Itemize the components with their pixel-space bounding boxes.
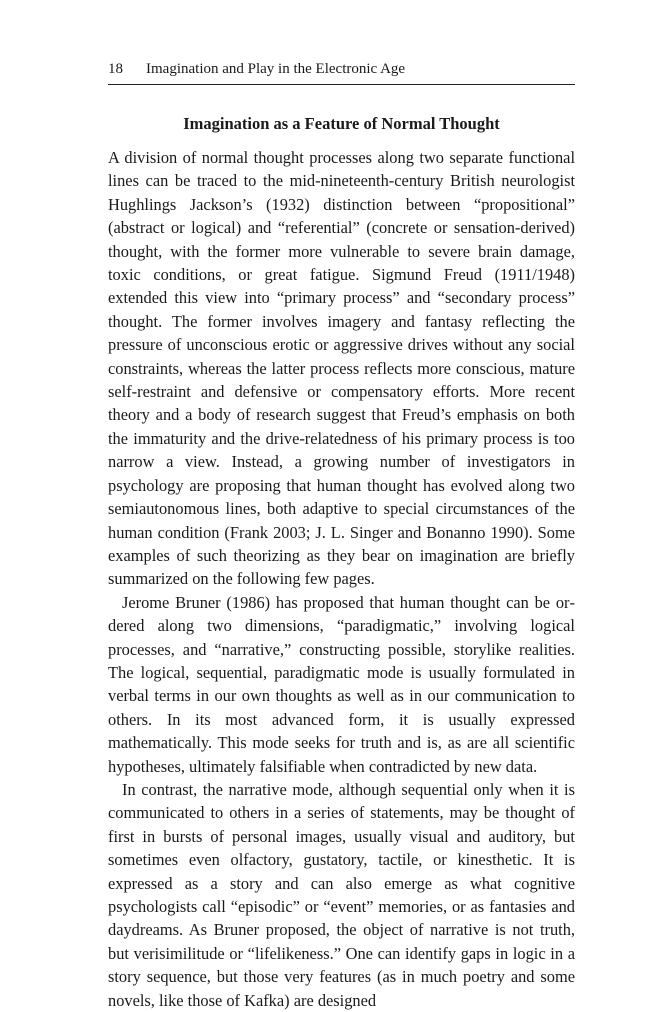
section-heading: Imagination as a Feature of Normal Thought bbox=[183, 114, 500, 133]
running-header bbox=[108, 58, 575, 85]
paragraph: A division of normal thought processes along two separate functional lines can be traced to the mid-nineteenth-century British neurologist Hughlings Jackson’s (1932) distinction between “propositional” (abstract or logical) and “referential” (concrete or sensation-derived) thought, with the former more vulnerable to severe brain damage, toxic conditions, or great fatigue. Sigmund Freud (1911/1948) extended this view into “primary process” and “secondary process” thought. The former involves imagery and fantasy reflecting the pressure of unconscious erotic or aggressive drives without any social constraints, whereas the latter process reflects more conscious, mature self-restraint and defensive or compensatory efforts. More recent theory and a body of research suggest that Freud’s emphasis on both the immaturity and the drive-relatedness of his primary process is too narrow a view. Instead, a growing number of investigators in psychology are proposing that human thought has evolved along two semiautonomous lines, both adaptive to special circumstances of the human condition (Frank 2003; J. L. Singer and Bonanno 1990). Some examples of such theorizing as they bear on imagination are briefly summarized on the following few pages. bbox=[108, 148, 575, 589]
body-text bbox=[108, 146, 575, 1012]
paragraph: Jerome Bruner (1986) has proposed that human thought can be ordered along two dimensions, “paradigmatic,” involving logical processes, and “narrative,” constructing possible, storylike realities. The logical, sequential, paradigmatic mode is usually formulated in verbal terms in our own thoughts as well as in our communication to others. In its most advanced form, it is usually expressed mathematically. This mode seeks for truth and is, as are all scientific hypotheses, ultimately falsifiable when contradicted by new data. bbox=[108, 592, 575, 776]
page-number: 18 bbox=[108, 61, 123, 77]
paragraph: In contrast, the narrative mode, although sequential only when it is communicated to others in a series of statements, may be thought of first in bursts of personal images, usually visual and auditory, but sometimes even olfactory, gustatory, tactile, or kinesthetic. It is expressed as a story and can also emerge as what cognitive psychologists call “episodic” or “event” memories, or as fantasies and daydreams. As Bruner proposed, the object of narrative is not truth, but verisimilitude or “lifelikeness.” One can identify gaps in logic in a story sequence, but those very features (as in much poetry and some novels, like those of Kafka) are designed bbox=[108, 779, 575, 1010]
running-title: Imagination and Play in the Electronic Age bbox=[146, 61, 406, 77]
